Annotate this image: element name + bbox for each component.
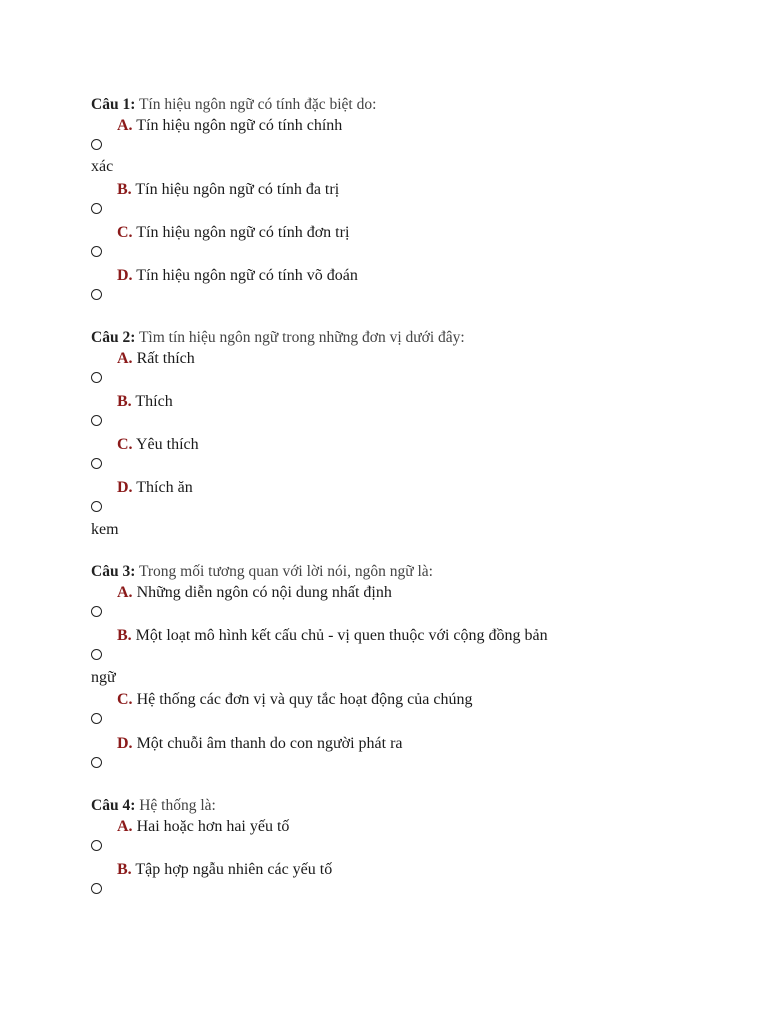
option-letter: A. [117,584,133,601]
question-number: Câu 1: [91,96,136,113]
option-2b [117,392,173,412]
option-text: Rất thích [136,350,195,367]
option-4b [117,860,332,880]
option-letter: C. [117,436,133,453]
option-continuation: xác [91,158,114,175]
option-letter: D. [117,479,133,496]
question-1 [91,95,376,115]
question-text: Trong mối tương quan với lời nói, ngôn ngữ là: [138,563,433,580]
question-text: Tín hiệu ngôn ngữ có tính đặc biệt do: [138,96,377,113]
option-continuation: ngữ [91,669,116,686]
option-1c [117,223,349,243]
option-text: Một loạt mô hình kết cấu chủ - vị quen thuộc với cộng đồng bản [135,627,548,644]
option-1a [117,116,342,136]
radio-2c[interactable] [91,458,102,469]
radio-2d[interactable] [91,501,102,512]
option-text: Tín hiệu ngôn ngữ có tính đơn trị [136,224,350,241]
option-3b [117,626,548,646]
question-2 [91,328,465,348]
option-letter: B. [117,393,132,410]
option-letter: A. [117,818,133,835]
option-2a [117,349,195,369]
option-letter: D. [117,735,133,752]
option-letter: B. [117,181,132,198]
option-letter: A. [117,117,133,134]
question-3 [91,562,433,582]
option-text: Tập hợp ngẫu nhiên các yếu tố [135,861,333,878]
radio-2b[interactable] [91,415,102,426]
option-text: Yêu thích [135,436,199,453]
option-letter: A. [117,350,133,367]
question-text: Tìm tín hiệu ngôn ngữ trong những đơn vị dưới đây: [138,329,465,346]
option-text: Thích ăn [136,479,193,496]
option-text: Tín hiệu ngôn ngữ có tính đa trị [135,181,340,198]
radio-4b[interactable] [91,883,102,894]
option-1d [117,266,358,286]
option-text: Tín hiệu ngôn ngữ có tính võ đoán [136,267,358,284]
option-letter: B. [117,627,132,644]
question-number: Câu 3: [91,563,136,580]
radio-2a[interactable] [91,372,102,383]
option-2d [117,478,193,498]
option-3c [117,690,472,710]
radio-3d[interactable] [91,757,102,768]
radio-1c[interactable] [91,246,102,257]
option-letter: D. [117,267,133,284]
option-3a [117,583,392,603]
option-text: Những diễn ngôn có nội dung nhất định [136,584,392,601]
option-continuation: kem [91,521,119,538]
question-number: Câu 4: [91,797,136,814]
option-text: Tín hiệu ngôn ngữ có tính chính [136,117,343,134]
option-1b [117,180,339,200]
question-number: Câu 2: [91,329,136,346]
question-text: Hệ thống là: [139,797,216,814]
question-4 [91,796,216,816]
option-letter: C. [117,224,133,241]
option-letter: C. [117,691,133,708]
option-text: Hai hoặc hơn hai yếu tố [136,818,290,835]
radio-1d[interactable] [91,289,102,300]
option-2c [117,435,199,455]
radio-3a[interactable] [91,606,102,617]
radio-3b[interactable] [91,649,102,660]
option-letter: B. [117,861,132,878]
radio-1b[interactable] [91,203,102,214]
radio-1a[interactable] [91,139,102,150]
option-text: Thích [135,393,173,410]
option-3d [117,734,403,754]
option-text: Một chuỗi âm thanh do con người phát ra [136,735,403,752]
option-text: Hệ thống các đơn vị và quy tắc hoạt động của chúng [136,691,473,708]
radio-3c[interactable] [91,713,102,724]
radio-4a[interactable] [91,840,102,851]
option-4a [117,817,289,837]
